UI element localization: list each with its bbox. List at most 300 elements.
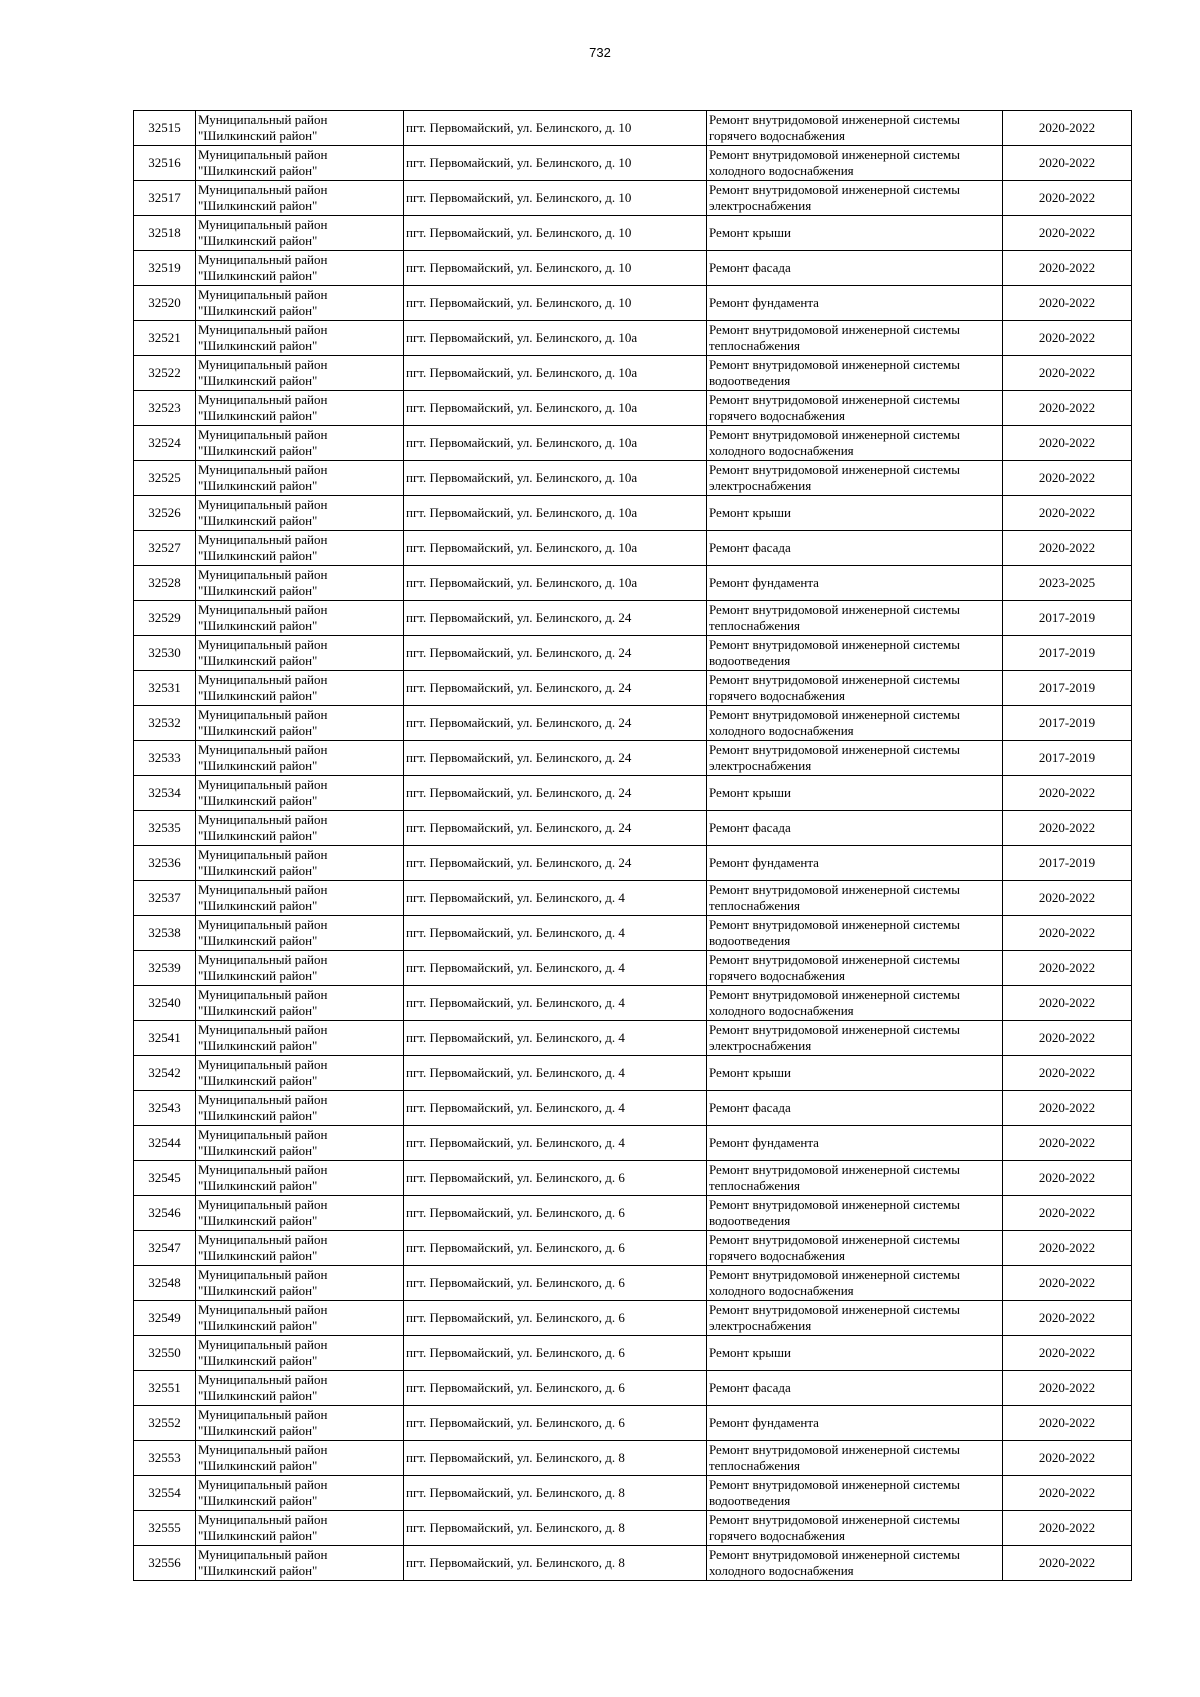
row-number-cell bbox=[134, 181, 196, 216]
row-number: 32519 bbox=[148, 260, 181, 275]
municipality-line-1: Муниципальный район bbox=[198, 1232, 328, 1247]
period: 2020-2022 bbox=[1038, 1520, 1096, 1535]
address: пгт. Первомайский, ул. Белинского, д. 4 bbox=[406, 1100, 625, 1115]
period-cell bbox=[1003, 1546, 1132, 1581]
period-cell bbox=[1003, 251, 1132, 286]
table-body bbox=[134, 111, 1132, 1581]
row-number: 32526 bbox=[148, 505, 181, 520]
work-type-cell bbox=[707, 1161, 1003, 1196]
period: 2020-2022 bbox=[1038, 1205, 1096, 1220]
work-type-line-1: Ремонт фасада bbox=[709, 1100, 791, 1115]
municipality-line-1: Муниципальный район bbox=[198, 777, 328, 792]
work-type-line-1: Ремонт крыши bbox=[709, 785, 791, 800]
municipality-line-1: Муниципальный район bbox=[198, 1512, 328, 1527]
work-type-cell bbox=[707, 881, 1003, 916]
work-type-line-1: Ремонт внутридомовой инженерной системы bbox=[709, 987, 960, 1002]
work-type-line-1: Ремонт фундамента bbox=[709, 1135, 819, 1150]
table-row bbox=[134, 881, 1132, 916]
address: пгт. Первомайский, ул. Белинского, д. 6 bbox=[406, 1380, 625, 1395]
address-cell bbox=[404, 741, 707, 776]
work-type-line-1: Ремонт крыши bbox=[709, 1065, 791, 1080]
period-cell bbox=[1003, 1511, 1132, 1546]
municipality-line-1: Муниципальный район bbox=[198, 1162, 328, 1177]
work-type-cell bbox=[707, 986, 1003, 1021]
municipality-cell bbox=[196, 636, 404, 671]
address: пгт. Первомайский, ул. Белинского, д. 10а bbox=[406, 540, 638, 555]
municipality-line-1: Муниципальный район bbox=[198, 1092, 328, 1107]
municipality-cell bbox=[196, 531, 404, 566]
row-number: 32555 bbox=[148, 1520, 181, 1535]
period: 2020-2022 bbox=[1038, 1100, 1096, 1115]
municipality-line-1: Муниципальный район bbox=[198, 112, 328, 127]
work-type-cell bbox=[707, 1126, 1003, 1161]
municipality-line-2: "Шилкинский район" bbox=[198, 1038, 318, 1053]
row-number-cell bbox=[134, 636, 196, 671]
municipality-line-1: Муниципальный район bbox=[198, 847, 328, 862]
row-number: 32530 bbox=[148, 645, 181, 660]
row-number-cell bbox=[134, 1511, 196, 1546]
municipality-line-1: Муниципальный район bbox=[198, 462, 328, 477]
row-number-cell bbox=[134, 1091, 196, 1126]
row-number: 32523 bbox=[148, 400, 181, 415]
row-number: 32534 bbox=[148, 785, 181, 800]
work-type-cell bbox=[707, 1266, 1003, 1301]
work-type-line-1: Ремонт внутридомовой инженерной системы bbox=[709, 707, 960, 722]
row-number-cell bbox=[134, 1476, 196, 1511]
municipality-cell bbox=[196, 1441, 404, 1476]
municipality-line-2: "Шилкинский район" bbox=[198, 128, 318, 143]
row-number: 32525 bbox=[148, 470, 181, 485]
row-number: 32539 bbox=[148, 960, 181, 975]
address-cell bbox=[404, 1406, 707, 1441]
municipality-line-1: Муниципальный район bbox=[198, 952, 328, 967]
municipality-line-2: "Шилкинский район" bbox=[198, 898, 318, 913]
row-number-cell bbox=[134, 916, 196, 951]
period-cell bbox=[1003, 1406, 1132, 1441]
period: 2020-2022 bbox=[1038, 1310, 1096, 1325]
municipality-cell bbox=[196, 881, 404, 916]
municipality-line-2: "Шилкинский район" bbox=[198, 723, 318, 738]
address: пгт. Первомайский, ул. Белинского, д. 8 bbox=[406, 1485, 625, 1500]
work-type-cell bbox=[707, 496, 1003, 531]
row-number: 32516 bbox=[148, 155, 181, 170]
row-number: 32535 bbox=[148, 820, 181, 835]
table-row bbox=[134, 146, 1132, 181]
period-cell bbox=[1003, 356, 1132, 391]
period: 2020-2022 bbox=[1038, 960, 1096, 975]
page-number: 732 bbox=[589, 45, 611, 60]
work-type-cell bbox=[707, 636, 1003, 671]
period-cell bbox=[1003, 986, 1132, 1021]
period-cell bbox=[1003, 461, 1132, 496]
work-type-line-2: водоотведения bbox=[709, 1213, 791, 1228]
municipality-cell bbox=[196, 1266, 404, 1301]
municipality-line-1: Муниципальный район bbox=[198, 1337, 328, 1352]
table-row bbox=[134, 356, 1132, 391]
address: пгт. Первомайский, ул. Белинского, д. 10а bbox=[406, 365, 638, 380]
table-row bbox=[134, 776, 1132, 811]
row-number: 32537 bbox=[148, 890, 181, 905]
address-cell bbox=[404, 811, 707, 846]
municipality-cell bbox=[196, 1546, 404, 1581]
period: 2020-2022 bbox=[1038, 820, 1096, 835]
address: пгт. Первомайский, ул. Белинского, д. 24 bbox=[406, 645, 632, 660]
period: 2020-2022 bbox=[1038, 1275, 1096, 1290]
table-row bbox=[134, 741, 1132, 776]
row-number-cell bbox=[134, 1266, 196, 1301]
work-type-line-2: горячего водоснабжения bbox=[709, 1528, 845, 1543]
work-type-line-2: электроснабжения bbox=[709, 478, 812, 493]
municipality-line-2: "Шилкинский район" bbox=[198, 163, 318, 178]
municipality-line-2: "Шилкинский район" bbox=[198, 1073, 318, 1088]
address: пгт. Первомайский, ул. Белинского, д. 4 bbox=[406, 960, 625, 975]
period: 2020-2022 bbox=[1038, 925, 1096, 940]
row-number-cell bbox=[134, 1196, 196, 1231]
municipality-line-2: "Шилкинский район" bbox=[198, 863, 318, 878]
row-number: 32545 bbox=[148, 1170, 181, 1185]
table-row bbox=[134, 1196, 1132, 1231]
table-row bbox=[134, 1161, 1132, 1196]
address-cell bbox=[404, 1231, 707, 1266]
period-cell bbox=[1003, 1196, 1132, 1231]
period-cell bbox=[1003, 1091, 1132, 1126]
work-type-cell bbox=[707, 531, 1003, 566]
work-type-cell bbox=[707, 1091, 1003, 1126]
work-type-line-1: Ремонт внутридомовой инженерной системы bbox=[709, 1302, 960, 1317]
address-cell bbox=[404, 1091, 707, 1126]
address-cell bbox=[404, 846, 707, 881]
municipality-line-1: Муниципальный район bbox=[198, 917, 328, 932]
work-type-line-1: Ремонт внутридомовой инженерной системы bbox=[709, 917, 960, 932]
period: 2020-2022 bbox=[1038, 330, 1096, 345]
work-type-line-2: электроснабжения bbox=[709, 1318, 812, 1333]
table-row bbox=[134, 496, 1132, 531]
row-number: 32541 bbox=[148, 1030, 181, 1045]
row-number: 32532 bbox=[148, 715, 181, 730]
address-cell bbox=[404, 531, 707, 566]
work-type-cell bbox=[707, 1511, 1003, 1546]
row-number-cell bbox=[134, 776, 196, 811]
row-number: 32515 bbox=[148, 120, 181, 135]
work-type-cell bbox=[707, 216, 1003, 251]
work-type-line-2: холодного водоснабжения bbox=[709, 163, 854, 178]
address: пгт. Первомайский, ул. Белинского, д. 8 bbox=[406, 1520, 625, 1535]
address: пгт. Первомайский, ул. Белинского, д. 24 bbox=[406, 820, 632, 835]
period: 2020-2022 bbox=[1038, 1450, 1096, 1465]
work-type-cell bbox=[707, 1371, 1003, 1406]
work-type-line-2: водоотведения bbox=[709, 933, 791, 948]
work-type-line-1: Ремонт крыши bbox=[709, 225, 791, 240]
work-type-line-2: электроснабжения bbox=[709, 198, 812, 213]
period: 2020-2022 bbox=[1038, 1065, 1096, 1080]
period: 2020-2022 bbox=[1038, 225, 1096, 240]
municipality-cell bbox=[196, 916, 404, 951]
work-type-line-1: Ремонт внутридомовой инженерной системы bbox=[709, 1022, 960, 1037]
address: пгт. Первомайский, ул. Белинского, д. 10а bbox=[406, 575, 638, 590]
address-cell bbox=[404, 1126, 707, 1161]
row-number-cell bbox=[134, 356, 196, 391]
municipality-line-1: Муниципальный район bbox=[198, 217, 328, 232]
row-number-cell bbox=[134, 1441, 196, 1476]
work-type-cell bbox=[707, 1231, 1003, 1266]
work-type-line-2: водоотведения bbox=[709, 653, 791, 668]
row-number: 32543 bbox=[148, 1100, 181, 1115]
address: пгт. Первомайский, ул. Белинского, д. 10 bbox=[406, 260, 632, 275]
period-cell bbox=[1003, 1056, 1132, 1091]
municipality-line-2: "Шилкинский район" bbox=[198, 968, 318, 983]
row-number-cell bbox=[134, 111, 196, 146]
municipality-cell bbox=[196, 1511, 404, 1546]
table-row bbox=[134, 1546, 1132, 1581]
period: 2020-2022 bbox=[1038, 120, 1096, 135]
period-cell bbox=[1003, 1301, 1132, 1336]
municipality-line-1: Муниципальный район bbox=[198, 602, 328, 617]
period-cell bbox=[1003, 1371, 1132, 1406]
address-cell bbox=[404, 636, 707, 671]
work-type-cell bbox=[707, 1476, 1003, 1511]
address-cell bbox=[404, 1511, 707, 1546]
work-type-line-1: Ремонт фасада bbox=[709, 820, 791, 835]
address: пгт. Первомайский, ул. Белинского, д. 10 bbox=[406, 225, 632, 240]
municipality-line-1: Муниципальный район bbox=[198, 567, 328, 582]
municipality-cell bbox=[196, 111, 404, 146]
address-cell bbox=[404, 321, 707, 356]
row-number: 32548 bbox=[148, 1275, 181, 1290]
period: 2020-2022 bbox=[1038, 1485, 1096, 1500]
municipality-cell bbox=[196, 1301, 404, 1336]
municipality-cell bbox=[196, 181, 404, 216]
work-type-cell bbox=[707, 741, 1003, 776]
period: 2020-2022 bbox=[1038, 260, 1096, 275]
municipality-cell bbox=[196, 251, 404, 286]
row-number-cell bbox=[134, 321, 196, 356]
address-cell bbox=[404, 251, 707, 286]
municipality-line-2: "Шилкинский район" bbox=[198, 338, 318, 353]
municipality-line-1: Муниципальный район bbox=[198, 742, 328, 757]
address-cell bbox=[404, 1371, 707, 1406]
municipality-line-2: "Шилкинский район" bbox=[198, 618, 318, 633]
municipality-cell bbox=[196, 216, 404, 251]
work-type-line-1: Ремонт внутридомовой инженерной системы bbox=[709, 112, 960, 127]
municipality-cell bbox=[196, 1056, 404, 1091]
period-cell bbox=[1003, 1476, 1132, 1511]
municipality-line-1: Муниципальный район bbox=[198, 1442, 328, 1457]
table-row bbox=[134, 1301, 1132, 1336]
row-number-cell bbox=[134, 811, 196, 846]
municipality-cell bbox=[196, 1336, 404, 1371]
municipality-line-2: "Шилкинский район" bbox=[198, 1458, 318, 1473]
work-type-line-2: теплоснабжения bbox=[709, 1178, 800, 1193]
address-cell bbox=[404, 776, 707, 811]
table-row bbox=[134, 671, 1132, 706]
table-row bbox=[134, 286, 1132, 321]
work-type-line-2: теплоснабжения bbox=[709, 1458, 800, 1473]
work-type-cell bbox=[707, 811, 1003, 846]
work-type-cell bbox=[707, 286, 1003, 321]
row-number-cell bbox=[134, 216, 196, 251]
municipality-cell bbox=[196, 811, 404, 846]
municipality-line-2: "Шилкинский район" bbox=[198, 268, 318, 283]
period: 2020-2022 bbox=[1038, 1415, 1096, 1430]
work-type-line-1: Ремонт внутридомовой инженерной системы bbox=[709, 462, 960, 477]
municipality-line-1: Муниципальный район bbox=[198, 497, 328, 512]
municipality-line-2: "Шилкинский район" bbox=[198, 443, 318, 458]
period-cell bbox=[1003, 1231, 1132, 1266]
address: пгт. Первомайский, ул. Белинского, д. 24 bbox=[406, 680, 632, 695]
period-cell bbox=[1003, 706, 1132, 741]
table-row bbox=[134, 1371, 1132, 1406]
period-cell bbox=[1003, 636, 1132, 671]
row-number: 32529 bbox=[148, 610, 181, 625]
period: 2020-2022 bbox=[1038, 1345, 1096, 1360]
municipality-line-1: Муниципальный район bbox=[198, 182, 328, 197]
address-cell bbox=[404, 216, 707, 251]
municipality-line-2: "Шилкинский район" bbox=[198, 1108, 318, 1123]
period: 2020-2022 bbox=[1038, 785, 1096, 800]
municipality-line-1: Муниципальный район bbox=[198, 1407, 328, 1422]
period: 2020-2022 bbox=[1038, 1030, 1096, 1045]
period: 2017-2019 bbox=[1038, 750, 1096, 765]
row-number: 32517 bbox=[148, 190, 181, 205]
work-type-cell bbox=[707, 706, 1003, 741]
row-number: 32542 bbox=[148, 1065, 181, 1080]
municipality-line-2: "Шилкинский район" bbox=[198, 233, 318, 248]
municipality-cell bbox=[196, 426, 404, 461]
municipality-cell bbox=[196, 496, 404, 531]
row-number-cell bbox=[134, 531, 196, 566]
municipality-line-2: "Шилкинский район" bbox=[198, 758, 318, 773]
work-type-line-2: холодного водоснабжения bbox=[709, 1283, 854, 1298]
municipality-line-1: Муниципальный район bbox=[198, 1197, 328, 1212]
table-row bbox=[134, 811, 1132, 846]
row-number-cell bbox=[134, 251, 196, 286]
address: пгт. Первомайский, ул. Белинского, д. 6 bbox=[406, 1345, 625, 1360]
municipality-line-1: Муниципальный район bbox=[198, 1547, 328, 1562]
municipality-line-1: Муниципальный район bbox=[198, 1302, 328, 1317]
row-number-cell bbox=[134, 426, 196, 461]
work-type-cell bbox=[707, 846, 1003, 881]
municipality-line-1: Муниципальный район bbox=[198, 1267, 328, 1282]
period-cell bbox=[1003, 1021, 1132, 1056]
municipality-cell bbox=[196, 566, 404, 601]
work-type-line-1: Ремонт внутридомовой инженерной системы bbox=[709, 1477, 960, 1492]
work-type-line-2: электроснабжения bbox=[709, 758, 812, 773]
address-cell bbox=[404, 566, 707, 601]
municipality-line-2: "Шилкинский район" bbox=[198, 548, 318, 563]
work-type-line-1: Ремонт внутридомовой инженерной системы bbox=[709, 392, 960, 407]
work-type-cell bbox=[707, 671, 1003, 706]
address-cell bbox=[404, 1266, 707, 1301]
row-number: 32528 bbox=[148, 575, 181, 590]
work-type-line-1: Ремонт внутридомовой инженерной системы bbox=[709, 1442, 960, 1457]
table-row bbox=[134, 1406, 1132, 1441]
municipality-cell bbox=[196, 1091, 404, 1126]
municipality-line-2: "Шилкинский район" bbox=[198, 1528, 318, 1543]
work-type-line-1: Ремонт внутридомовой инженерной системы bbox=[709, 1512, 960, 1527]
period: 2020-2022 bbox=[1038, 400, 1096, 415]
period-cell bbox=[1003, 1126, 1132, 1161]
period-cell bbox=[1003, 1161, 1132, 1196]
period: 2020-2022 bbox=[1038, 1240, 1096, 1255]
period-cell bbox=[1003, 1266, 1132, 1301]
municipality-line-2: "Шилкинский район" bbox=[198, 933, 318, 948]
address: пгт. Первомайский, ул. Белинского, д. 4 bbox=[406, 995, 625, 1010]
work-type-line-2: теплоснабжения bbox=[709, 618, 800, 633]
municipality-cell bbox=[196, 986, 404, 1021]
work-type-line-1: Ремонт внутридомовой инженерной системы bbox=[709, 182, 960, 197]
municipality-cell bbox=[196, 321, 404, 356]
table-row bbox=[134, 111, 1132, 146]
address-cell bbox=[404, 1301, 707, 1336]
period-cell bbox=[1003, 776, 1132, 811]
row-number-cell bbox=[134, 566, 196, 601]
period-cell bbox=[1003, 286, 1132, 321]
row-number-cell bbox=[134, 951, 196, 986]
address-cell bbox=[404, 426, 707, 461]
period: 2020-2022 bbox=[1038, 1135, 1096, 1150]
period-cell bbox=[1003, 391, 1132, 426]
municipality-line-2: "Шилкинский район" bbox=[198, 1178, 318, 1193]
period-cell bbox=[1003, 601, 1132, 636]
work-type-cell bbox=[707, 601, 1003, 636]
address-cell bbox=[404, 1476, 707, 1511]
work-type-line-1: Ремонт внутридомовой инженерной системы bbox=[709, 1232, 960, 1247]
address: пгт. Первомайский, ул. Белинского, д. 6 bbox=[406, 1310, 625, 1325]
work-type-cell bbox=[707, 391, 1003, 426]
row-number-cell bbox=[134, 706, 196, 741]
row-number: 32522 bbox=[148, 365, 181, 380]
period: 2017-2019 bbox=[1038, 610, 1096, 625]
period-cell bbox=[1003, 426, 1132, 461]
period: 2020-2022 bbox=[1038, 540, 1096, 555]
municipality-cell bbox=[196, 1371, 404, 1406]
row-number-cell bbox=[134, 671, 196, 706]
period-cell bbox=[1003, 916, 1132, 951]
address-cell bbox=[404, 671, 707, 706]
period: 2020-2022 bbox=[1038, 890, 1096, 905]
address-cell bbox=[404, 986, 707, 1021]
work-type-line-2: электроснабжения bbox=[709, 1038, 812, 1053]
row-number-cell bbox=[134, 1021, 196, 1056]
work-type-line-1: Ремонт внутридомовой инженерной системы bbox=[709, 1197, 960, 1212]
address: пгт. Первомайский, ул. Белинского, д. 10а bbox=[406, 400, 638, 415]
row-number: 32551 bbox=[148, 1380, 181, 1395]
address: пгт. Первомайский, ул. Белинского, д. 8 bbox=[406, 1450, 625, 1465]
row-number-cell bbox=[134, 391, 196, 426]
work-type-line-1: Ремонт внутридомовой инженерной системы bbox=[709, 357, 960, 372]
period-cell bbox=[1003, 566, 1132, 601]
work-type-line-2: холодного водоснабжения bbox=[709, 1003, 854, 1018]
row-number: 32554 bbox=[148, 1485, 181, 1500]
period: 2017-2019 bbox=[1038, 855, 1096, 870]
address-cell bbox=[404, 1336, 707, 1371]
municipality-line-2: "Шилкинский район" bbox=[198, 1248, 318, 1263]
row-number-cell bbox=[134, 1371, 196, 1406]
table-row bbox=[134, 636, 1132, 671]
period: 2020-2022 bbox=[1038, 435, 1096, 450]
row-number-cell bbox=[134, 601, 196, 636]
period: 2020-2022 bbox=[1038, 470, 1096, 485]
row-number: 32518 bbox=[148, 225, 181, 240]
work-type-cell bbox=[707, 1406, 1003, 1441]
municipality-line-2: "Шилкинский район" bbox=[198, 653, 318, 668]
period-cell bbox=[1003, 846, 1132, 881]
period-cell bbox=[1003, 1336, 1132, 1371]
work-type-line-2: водоотведения bbox=[709, 373, 791, 388]
work-type-line-1: Ремонт внутридомовой инженерной системы bbox=[709, 322, 960, 337]
municipality-line-1: Муниципальный район bbox=[198, 357, 328, 372]
address-cell bbox=[404, 461, 707, 496]
